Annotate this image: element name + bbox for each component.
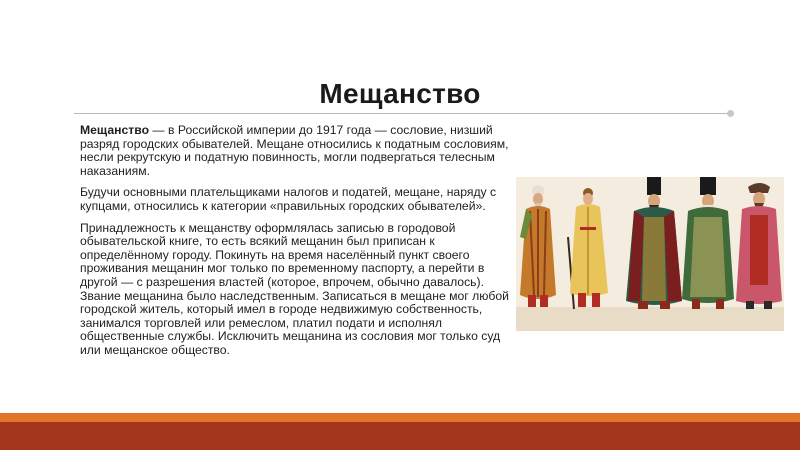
footer-bar	[0, 422, 800, 450]
divider-dot	[727, 110, 734, 117]
slide-body	[80, 124, 512, 366]
paragraph-2	[80, 186, 512, 213]
slide-title: Мещанство	[319, 78, 481, 109]
townspeople-costumes-illustration	[516, 177, 784, 331]
paragraph-3-text: Принадлежность к мещанству оформлялась записью в городовой обывательской книге, то есть всякий мещанин был приписан к определённому городу. Покинуть на время населённый пункт своего проживания мещанин мог только по временному паспорту, а перейти в другой — с разрешения властей (которое, впрочем, обычно давалось). Звание мещанина было наследственным. Записаться в мещане мог любой городской житель, который имел в городе недвижимую собственность, занимался торговлей или ремеслом, платил подати и исполнял общественные службы. Исключить мещанина из сословия мог только суд или мещанское общество.	[80, 220, 509, 357]
paragraph-3	[80, 222, 512, 358]
title-divider	[74, 113, 734, 114]
paragraph-1-lead: Мещанство	[80, 123, 150, 137]
paragraph-2-text: Будучи основными плательщиками налогов и податей, мещане, наряду с купцами, относились к категории «правильных городских обывателей».	[80, 185, 497, 213]
paragraph-1	[80, 124, 512, 178]
paragraph-1-text: — в Российской империи до 1917 года — сословие, низший разряд городских обывателей. Мещане относились к податным сословиям, несли рекрутскую и податную повинность, могли подвергаться телесным наказаниям.	[80, 123, 509, 178]
footer-accent-stripe	[0, 413, 800, 422]
